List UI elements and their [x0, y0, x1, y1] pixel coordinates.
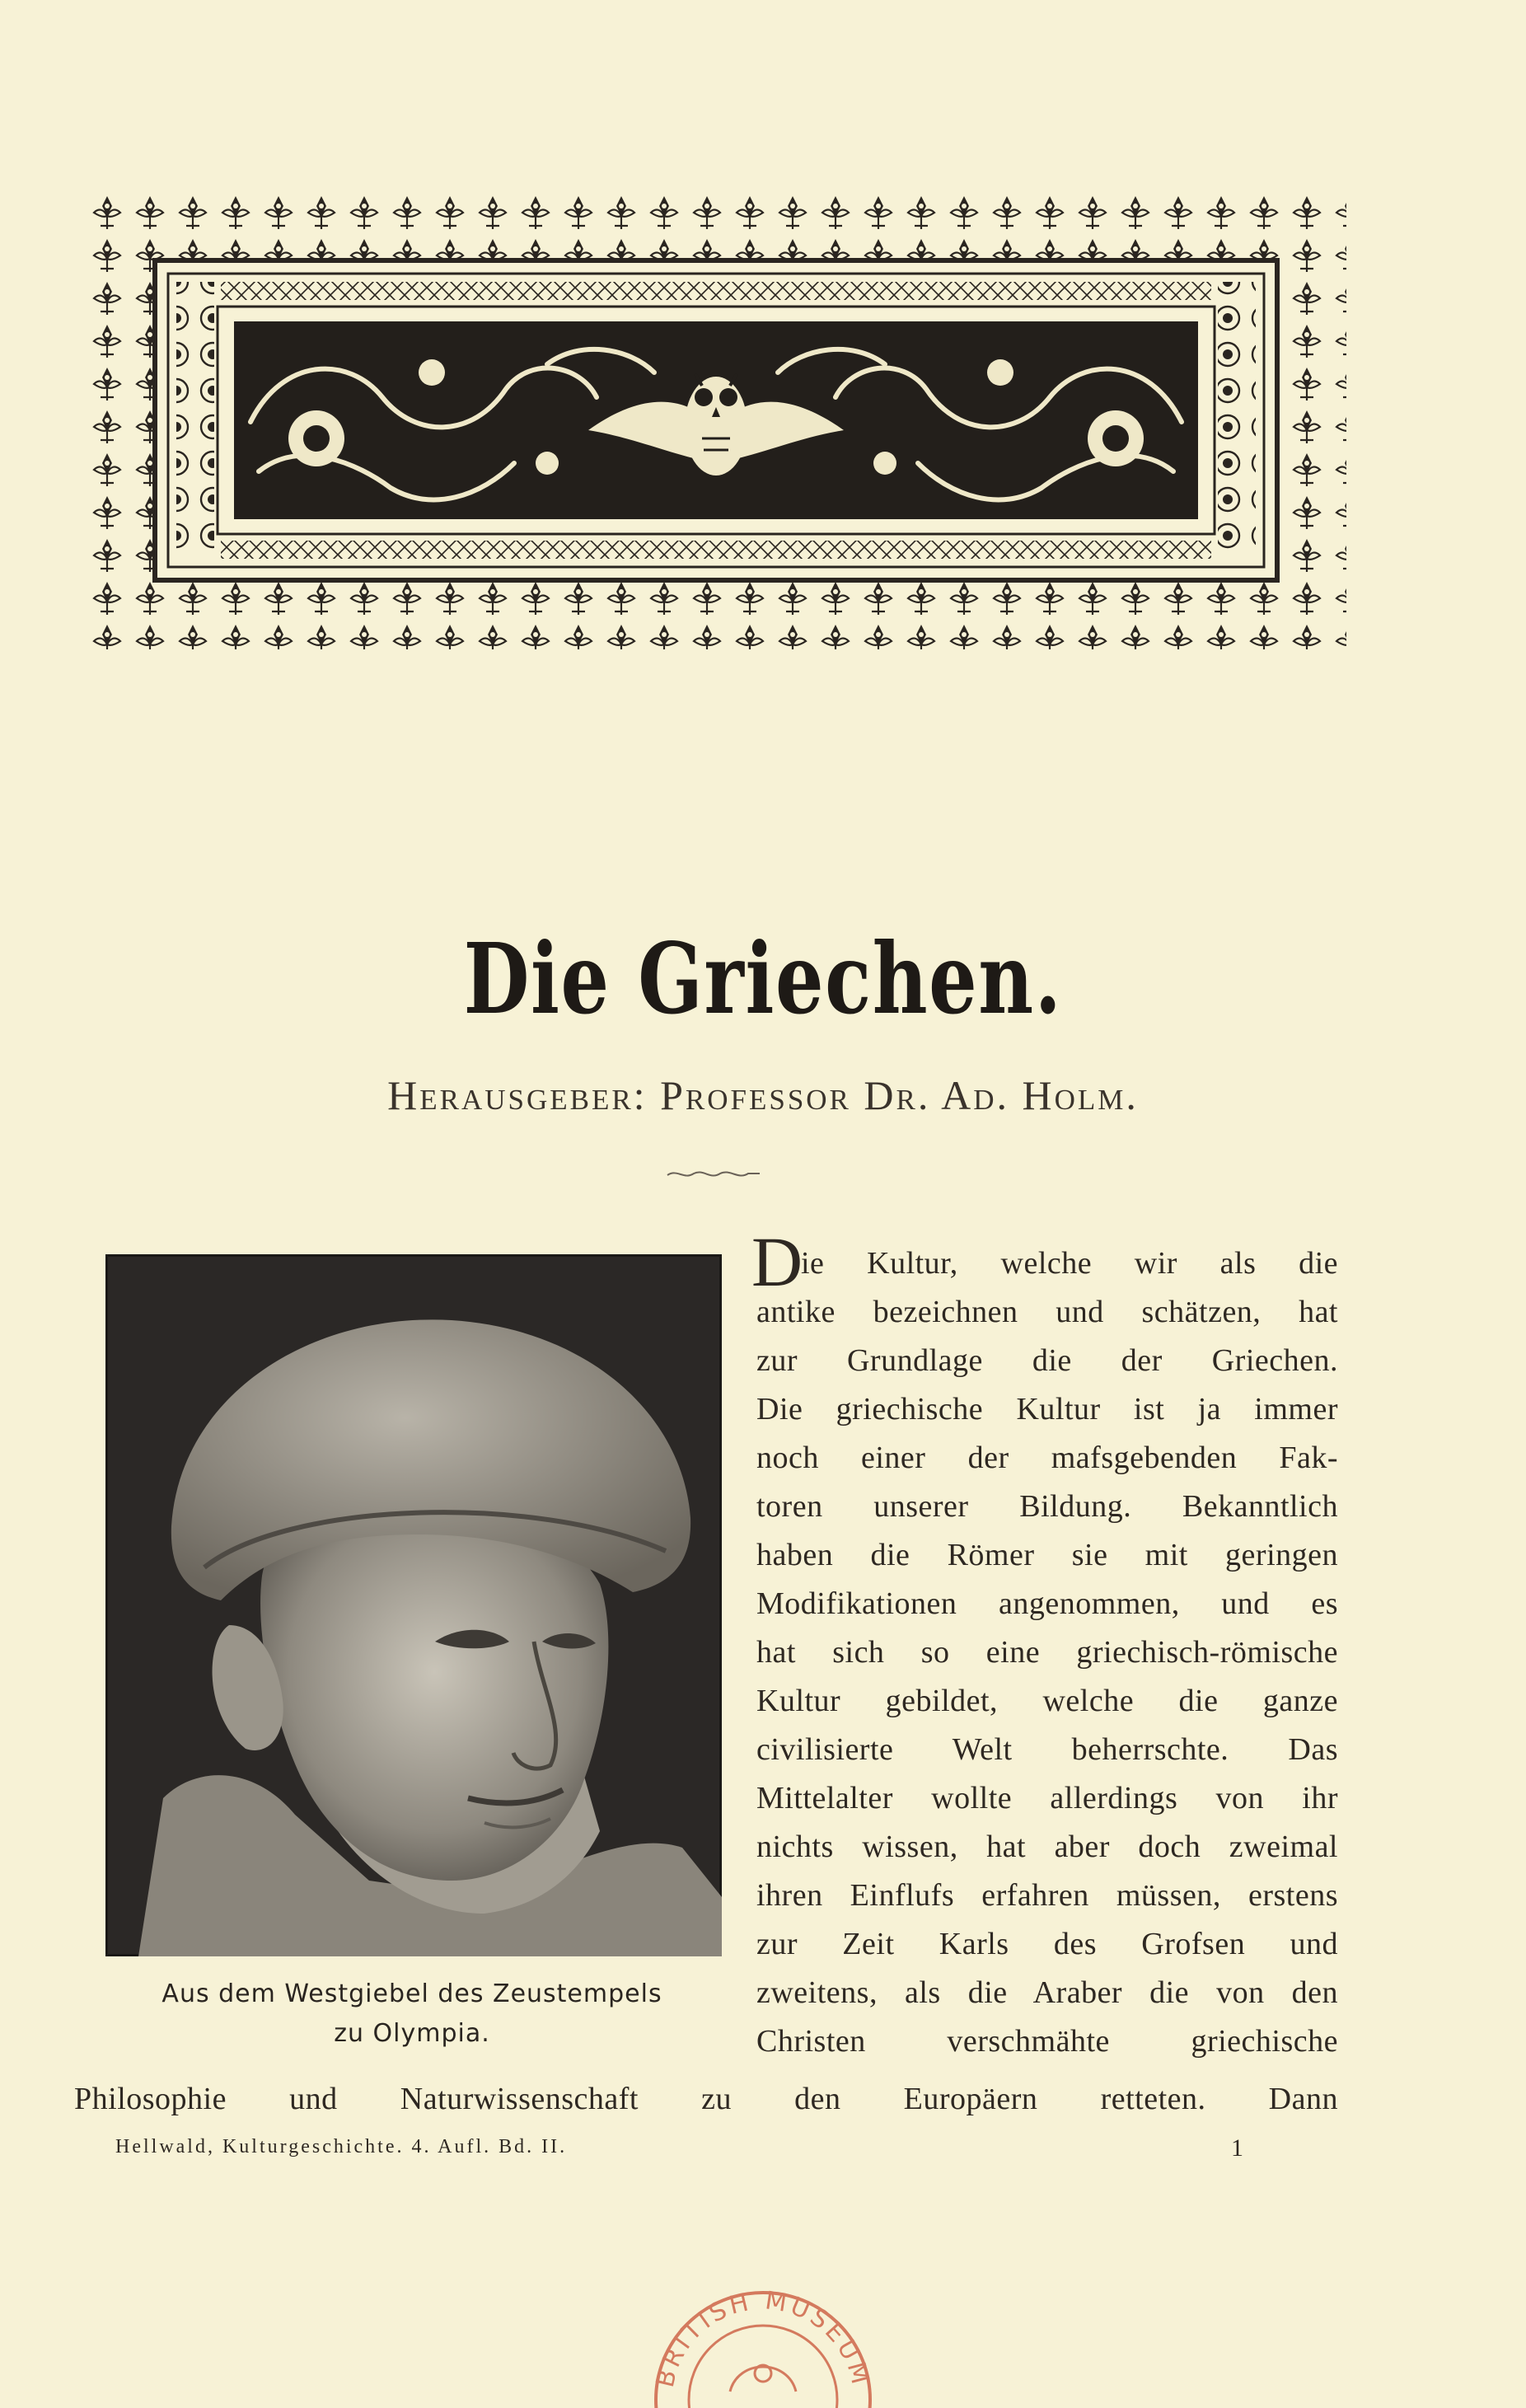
- text-line: toren unserer Bildung. Bekanntlich: [756, 1489, 1338, 1524]
- text-line: antike bezeichnen und schätzen, hat: [756, 1295, 1338, 1329]
- editor-credit: Herausgeber: Professor Dr. Ad. Holm.: [387, 1072, 1139, 1118]
- text-line-content: ie Kultur, welche wir als die: [801, 1246, 1338, 1281]
- caption-line-2: zu Olympia.: [334, 2019, 490, 2048]
- text-line: Kultur gebildet, welche die ganze: [756, 1684, 1338, 1718]
- signature-line: Hellwald, Kulturgeschichte. 4. Aufl. Bd. II.: [115, 2136, 568, 2157]
- library-stamp: [639, 2268, 887, 2408]
- text-line: hat sich so eine griechisch-römische: [756, 1635, 1338, 1670]
- figure-caption: [82, 1975, 742, 2054]
- full-width-text-line: Philosophie und Naturwissenschaft zu den Europäern retteten. Dann: [74, 2082, 1338, 2116]
- stamp-text: BRITISH MUSEUM: [650, 2286, 876, 2391]
- text-line: zweitens, als die Araber die von den: [756, 1975, 1338, 2010]
- text-line: Die griechische Kultur ist ja immer: [756, 1392, 1338, 1427]
- text-line: civilisierte Welt beherrschte. Das: [756, 1732, 1338, 1767]
- text-line: zur Grundlage die der Griechen.: [756, 1343, 1338, 1378]
- statue-head-illustration: [105, 1254, 722, 1956]
- body-text-column: [751, 1222, 1338, 2066]
- chapter-title: Die Griechen.: [463, 921, 1063, 1036]
- text-line: [751, 1222, 1338, 1301]
- text-line: Christen verschmähte griechische: [756, 2024, 1338, 2059]
- text-line: Modifikationen angenommen, und es: [756, 1586, 1338, 1621]
- page-number: 1: [1231, 2134, 1243, 2162]
- flourish-divider: [666, 1167, 761, 1182]
- caption-line-1: Aus dem Westgiebel des Zeustempels: [161, 1979, 662, 2008]
- text-line: ihren Einflufs erfahren müssen, erstens: [756, 1878, 1338, 1913]
- text-line: zur Zeit Karls des Grofsen und: [756, 1927, 1338, 1961]
- ornamental-headpiece: [86, 191, 1346, 649]
- drop-cap: D: [751, 1222, 803, 1301]
- text-line: Mittelalter wollte allerdings von ihr: [756, 1781, 1338, 1815]
- text-line: nichts wissen, hat aber doch zweimal: [756, 1829, 1338, 1864]
- text-line: haben die Römer sie mit geringen: [756, 1538, 1338, 1572]
- text-line: noch einer der mafsgebenden Fak-: [756, 1441, 1338, 1475]
- svg-text:BRITISH MUSEUM: [651, 2286, 875, 2390]
